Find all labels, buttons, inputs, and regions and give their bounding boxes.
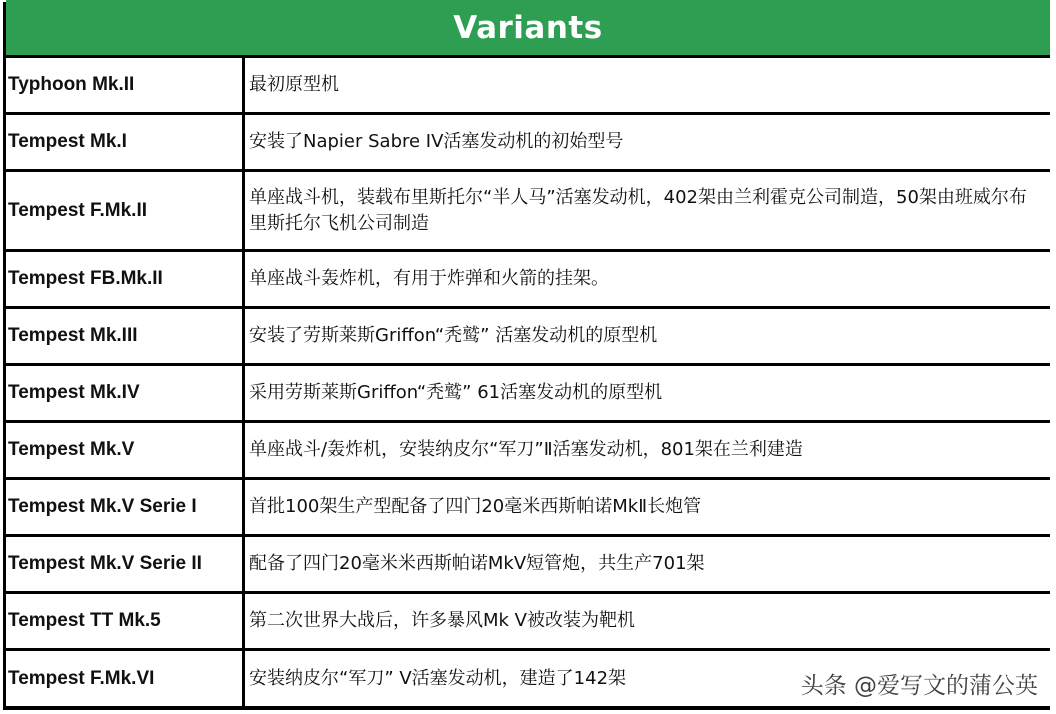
table-row [6,309,1050,363]
variant-description: 单座战斗/轰炸机，安装纳皮尔“军刀”Ⅱ活塞发动机，801架在兰利建造 [245,423,1050,477]
variant-description: 配备了四门20毫米米西斯帕诺MkⅤ短管炮，共生产701架 [245,537,1050,591]
variant-name: Typhoon Mk.II [6,58,242,112]
table-row [6,537,1050,591]
table-row [6,252,1050,306]
table-row [6,58,1050,112]
variant-description: 最初原型机 [245,58,1050,112]
variant-description: 首批100架生产型配备了四门20毫米西斯帕诺MkⅡ长炮管 [245,480,1050,534]
variant-description: 单座战斗机，装载布里斯托尔“半人马”活塞发动机，402架由兰利霍克公司制造，50架由班威尔布里斯托尔飞机公司制造 [245,172,1050,249]
variant-name: Tempest F.Mk.VI [6,651,242,706]
variant-name: Tempest TT Mk.5 [6,594,242,648]
variant-description: 采用劳斯莱斯Griffon“秃鹫” 61活塞发动机的原型机 [245,366,1050,420]
variant-description: 安装了Napier Sabre IV活塞发动机的初始型号 [245,115,1050,169]
table-row [6,423,1050,477]
variant-name: Tempest FB.Mk.II [6,252,242,306]
variant-name: Tempest Mk.III [6,309,242,363]
variant-name: Tempest Mk.V [6,423,242,477]
table-row [6,366,1050,420]
variant-name: Tempest Mk.IV [6,366,242,420]
variant-name: Tempest Mk.I [6,115,242,169]
table-row [6,115,1050,169]
variant-name: Tempest Mk.V Serie II [6,537,242,591]
variant-description: 单座战斗轰炸机，有用于炸弹和火箭的挂架。 [245,252,1050,306]
table-title: Variants [6,0,1050,55]
variant-description: 第二次世界大战后，许多暴风Mk V被改装为靶机 [245,594,1050,648]
variant-name: Tempest Mk.V Serie I [6,480,242,534]
variant-description: 安装纳皮尔“军刀” V活塞发动机，建造了142架 [245,651,1050,706]
variant-description: 安装了劳斯莱斯Griffon“秃鹫” 活塞发动机的原型机 [245,309,1050,363]
table-row [6,172,1050,249]
table-row [6,480,1050,534]
variant-name: Tempest F.Mk.II [6,172,242,249]
watermark: 头条 @爱写文的蒲公英 [800,673,1038,699]
table-row [6,594,1050,648]
